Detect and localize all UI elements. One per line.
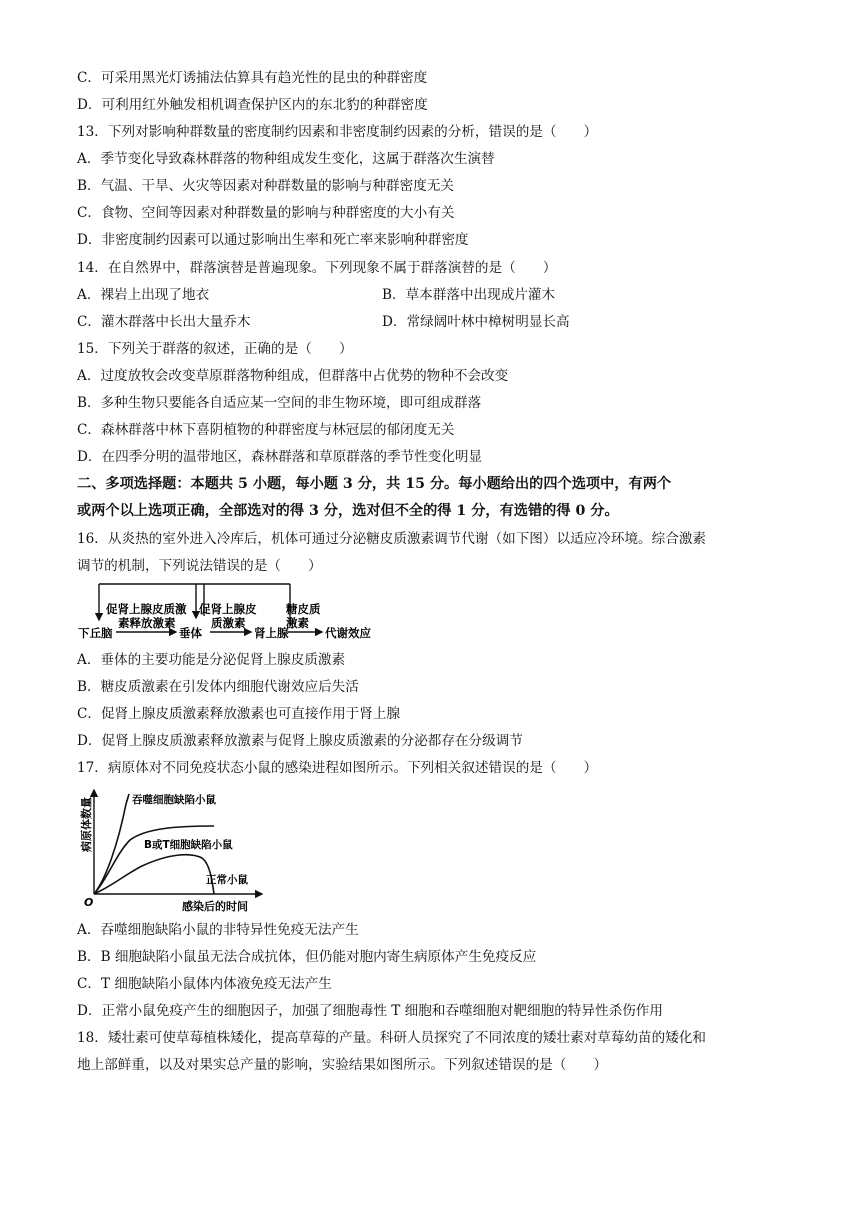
q15-option-d: D．在四季分明的温带地区，森林群落和草原群落的季节性变化明显 (77, 449, 483, 465)
q16-option-b: B．糖皮质激素在引发体内细胞代谢效应后失活 (77, 679, 359, 695)
q17-infection-chart (78, 784, 278, 916)
q16-stem-line-2: 调节的机制，下列说法错误的是（ ） (77, 558, 322, 574)
section-2-heading-line-1: 二、多项选择题：本题共 5 小题，每小题 3 分，共 15 分。每小题给出的四个选项中，有两个 (77, 476, 672, 492)
q17-stem: 17．病原体对不同免疫状态小鼠的感染进程如图所示。下列相关叙述错误的是（ ） (77, 760, 598, 776)
q16-hormone-diagram (78, 580, 378, 644)
q16-stem-line-1: 16．从炎热的室外进入冷库后，机体可通过分泌糖皮质激素调节代谢（如下图）以适应冷环境。综合激素 (77, 531, 707, 547)
q17-option-b: B．B 细胞缺陷小鼠虽无法合成抗体，但仍能对胞内寄生病原体产生免疫反应 (77, 949, 537, 965)
q14-option-b: B．草本群落中出现成片灌木 (382, 287, 556, 303)
label-gc-bottom: 激素 (286, 616, 309, 630)
q18-stem-line-1: 18．矮壮素可使草莓植株矮化，提高草莓的产量。科研人员探究了不同浓度的矮壮素对草莓幼苗的矮化和 (77, 1030, 707, 1046)
label-crh-bottom: 素释放激素 (118, 616, 176, 630)
q17-option-a: A．吞噬细胞缺陷小鼠的非特异性免疫无法产生 (77, 922, 359, 938)
q16-option-d: D．促肾上腺皮质激素释放激素与促肾上腺皮质激素的分泌都存在分级调节 (77, 733, 523, 749)
q15-option-b: B．多种生物只要能各自适应某一空间的非生物环境，即可组成群落 (77, 395, 482, 411)
q12-option-d: D．可利用红外触发相机调查保护区内的东北豹的种群密度 (77, 97, 428, 113)
node-adrenal: 肾上腺 (254, 626, 289, 640)
q15-option-c: C．森林群落中林下喜阴植物的种群密度与林冠层的郁闭度无关 (77, 422, 455, 438)
label-gc-top: 糖皮质 (286, 602, 321, 616)
x-axis-label: 感染后的时间 (182, 900, 248, 913)
q15-option-a: A．过度放牧会改变草原群落物种组成，但群落中占优势的物种不会改变 (77, 368, 509, 384)
y-axis-label: 病原体数量 (80, 797, 93, 852)
q13-stem: 13．下列对影响种群数量的密度制约因素和非密度制约因素的分析，错误的是（ ） (77, 124, 598, 140)
q16-option-a: A．垂体的主要功能是分泌促肾上腺皮质激素 (77, 652, 346, 668)
legend-phagocyte-deficient: 吞噬细胞缺陷小鼠 (132, 794, 216, 806)
q15-stem: 15．下列关于群落的叙述，正确的是（ ） (77, 341, 353, 357)
q17-option-d: D．正常小鼠免疫产生的细胞因子，加强了细胞毒性 T 细胞和吞噬细胞对靶细胞的特异性杀伤作用 (77, 1003, 663, 1019)
q18-stem-line-2: 地上部鲜重，以及对果实总产量的影响，实验结果如图所示。下列叙述错误的是（ ） (77, 1057, 608, 1073)
q17-option-c: C．T 细胞缺陷小鼠体内体液免疫无法产生 (77, 976, 332, 992)
label-acth-top: 促肾上腺皮 (199, 602, 257, 616)
node-hypothalamus: 下丘脑 (78, 626, 113, 640)
q13-option-b: B．气温、干旱、火灾等因素对种群数量的影响与种群密度无关 (77, 178, 455, 194)
q13-option-a: A．季节变化导致森林群落的物种组成发生变化，这属于群落次生演替 (77, 151, 495, 167)
node-pituitary: 垂体 (179, 626, 202, 640)
q14-option-a: A．裸岩上出现了地衣 (77, 287, 210, 303)
origin-label: O (84, 896, 94, 909)
q14-option-d: D．常绿阔叶林中樟树明显长高 (382, 314, 570, 330)
legend-normal: 正常小鼠 (206, 874, 248, 886)
label-crh-top: 促肾上腺皮质激 (106, 602, 187, 616)
section-2-heading-line-2: 或两个以上选项正确，全部选对的得 3 分，选对但不全的得 1 分，有选错的得 0 分。 (77, 503, 619, 519)
q13-option-d: D．非密度制约因素可以通过影响出生率和死亡率来影响种群密度 (77, 232, 469, 248)
label-acth-bottom: 质激素 (211, 616, 246, 630)
series-phagocyte-deficient (94, 794, 129, 894)
q16-option-c: C．促肾上腺皮质激素释放激素也可直接作用于肾上腺 (77, 706, 401, 722)
node-metabolic-effect: 代谢效应 (325, 626, 371, 640)
q14-option-c: C．灌木群落中长出大量乔木 (77, 314, 251, 330)
legend-b-or-t-deficient: B或T细胞缺陷小鼠 (144, 839, 233, 851)
q13-option-c: C．食物、空间等因素对种群数量的影响与种群密度的大小有关 (77, 205, 455, 221)
q12-option-c: C．可采用黑光灯诱捕法估算具有趋光性的昆虫的种群密度 (77, 70, 428, 86)
series-normal (94, 855, 214, 894)
q14-stem: 14．在自然界中，群落演替是普遍现象。下列现象不属于群落演替的是（ ） (77, 260, 557, 276)
